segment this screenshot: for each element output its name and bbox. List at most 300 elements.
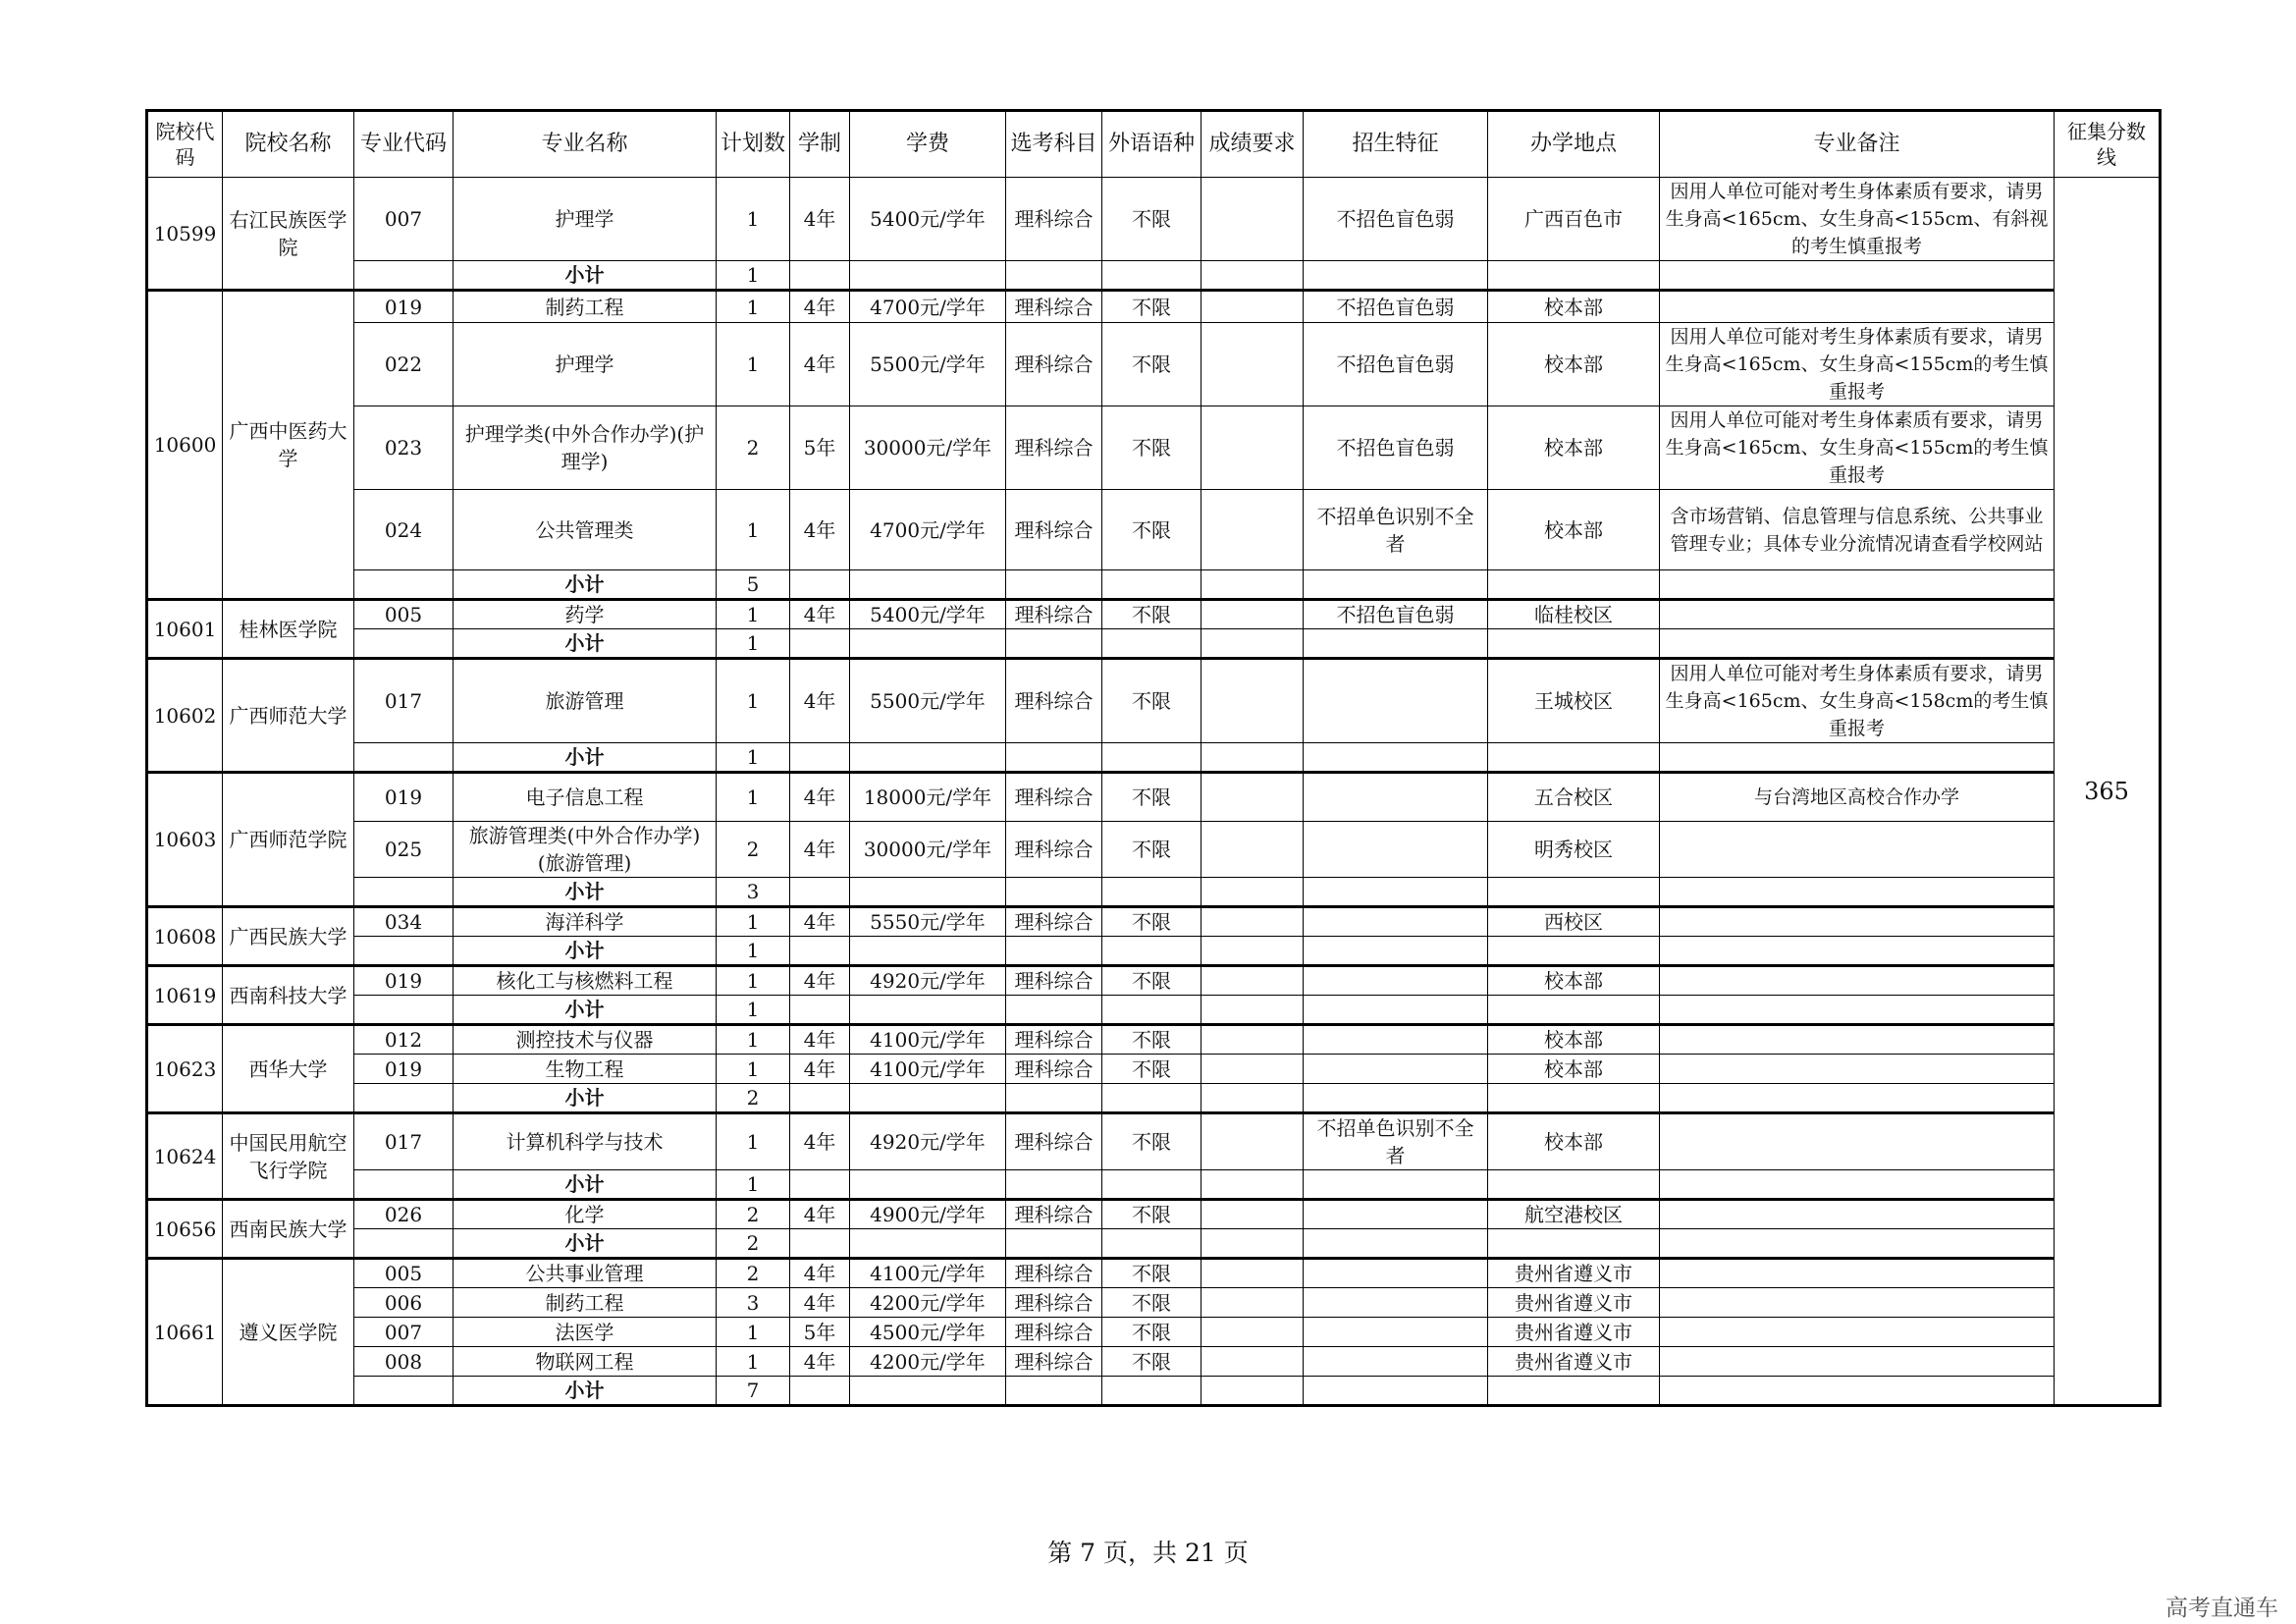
subtotal-label: 小计 bbox=[454, 1229, 717, 1259]
score-req bbox=[1201, 1259, 1304, 1288]
subject: 理科综合 bbox=[1006, 406, 1102, 490]
subtotal-row bbox=[147, 1084, 2161, 1113]
feature: 不招色盲色弱 bbox=[1304, 291, 1488, 323]
subtotal-empty bbox=[1201, 1229, 1304, 1259]
table-row bbox=[147, 178, 2161, 261]
table-row bbox=[147, 1288, 2161, 1318]
table-row bbox=[147, 600, 2161, 629]
subtotal-empty bbox=[354, 937, 454, 966]
years: 4年 bbox=[790, 178, 850, 261]
subtotal-empty bbox=[1102, 261, 1201, 291]
fee: 4920元/学年 bbox=[850, 1113, 1006, 1170]
subtotal-value: 1 bbox=[717, 743, 790, 773]
header-row bbox=[147, 111, 2161, 178]
subtotal-empty bbox=[1488, 1229, 1660, 1259]
note bbox=[1660, 1347, 2055, 1377]
language: 不限 bbox=[1102, 966, 1201, 996]
admissions-table bbox=[145, 109, 2162, 1407]
plan: 2 bbox=[717, 1200, 790, 1229]
subject: 理科综合 bbox=[1006, 659, 1102, 743]
language: 不限 bbox=[1102, 659, 1201, 743]
page-number: 第 7 页，共 21 页 bbox=[1047, 1539, 1249, 1567]
subject: 理科综合 bbox=[1006, 773, 1102, 822]
subtotal-empty bbox=[354, 629, 454, 659]
plan: 2 bbox=[717, 822, 790, 878]
major-code: 005 bbox=[354, 600, 454, 629]
major-name: 护理学 bbox=[454, 323, 717, 406]
score-req bbox=[1201, 1025, 1304, 1055]
years: 4年 bbox=[790, 966, 850, 996]
score-req bbox=[1201, 178, 1304, 261]
header-subject: 选考科目 bbox=[1006, 111, 1102, 178]
language: 不限 bbox=[1102, 490, 1201, 570]
score-req bbox=[1201, 907, 1304, 937]
feature: 不招色盲色弱 bbox=[1304, 600, 1488, 629]
table-row bbox=[147, 1025, 2161, 1055]
subtotal-label: 小计 bbox=[454, 629, 717, 659]
subtotal-empty bbox=[1102, 937, 1201, 966]
plan: 1 bbox=[717, 659, 790, 743]
location: 校本部 bbox=[1488, 1113, 1660, 1170]
header-note: 专业备注 bbox=[1660, 111, 2055, 178]
subtotal-empty bbox=[1304, 570, 1488, 600]
subject: 理科综合 bbox=[1006, 291, 1102, 323]
score-req bbox=[1201, 659, 1304, 743]
feature bbox=[1304, 1200, 1488, 1229]
subtotal-empty bbox=[850, 570, 1006, 600]
subtotal-empty bbox=[790, 878, 850, 907]
admission-sheet bbox=[145, 109, 2159, 1407]
school-name: 西南民族大学 bbox=[223, 1200, 354, 1259]
subtotal-empty bbox=[1102, 1170, 1201, 1200]
table-row bbox=[147, 773, 2161, 822]
table-row bbox=[147, 291, 2161, 323]
location: 贵州省遵义市 bbox=[1488, 1259, 1660, 1288]
major-name: 化学 bbox=[454, 1200, 717, 1229]
school-code: 10624 bbox=[147, 1113, 223, 1200]
header-location: 办学地点 bbox=[1488, 111, 1660, 178]
fee: 18000元/学年 bbox=[850, 773, 1006, 822]
fee: 5500元/学年 bbox=[850, 323, 1006, 406]
location: 校本部 bbox=[1488, 1055, 1660, 1084]
note bbox=[1660, 1200, 2055, 1229]
subject: 理科综合 bbox=[1006, 1347, 1102, 1377]
major-code: 026 bbox=[354, 1200, 454, 1229]
subtotal-empty bbox=[1006, 629, 1102, 659]
subtotal-empty bbox=[1102, 996, 1201, 1025]
table-row bbox=[147, 1347, 2161, 1377]
school-code: 10600 bbox=[147, 291, 223, 600]
years: 5年 bbox=[790, 406, 850, 490]
subtotal-empty bbox=[1201, 878, 1304, 907]
subtotal-empty bbox=[1304, 937, 1488, 966]
subtotal-label: 小计 bbox=[454, 878, 717, 907]
subtotal-empty bbox=[1006, 1377, 1102, 1406]
note bbox=[1660, 1288, 2055, 1318]
subject: 理科综合 bbox=[1006, 966, 1102, 996]
subtotal-empty bbox=[1304, 996, 1488, 1025]
subtotal-empty bbox=[850, 743, 1006, 773]
feature bbox=[1304, 1259, 1488, 1288]
header-score-req: 成绩要求 bbox=[1201, 111, 1304, 178]
header-major-name: 专业名称 bbox=[454, 111, 717, 178]
subtotal-empty bbox=[1660, 743, 2055, 773]
years: 4年 bbox=[790, 1200, 850, 1229]
language: 不限 bbox=[1102, 178, 1201, 261]
feature bbox=[1304, 1025, 1488, 1055]
major-name: 核化工与核燃料工程 bbox=[454, 966, 717, 996]
subtotal-empty bbox=[790, 996, 850, 1025]
subtotal-row bbox=[147, 629, 2161, 659]
subtotal-empty bbox=[1304, 1229, 1488, 1259]
years: 4年 bbox=[790, 822, 850, 878]
score-req bbox=[1201, 822, 1304, 878]
school-code: 10603 bbox=[147, 773, 223, 907]
fee: 30000元/学年 bbox=[850, 406, 1006, 490]
subtotal-empty bbox=[354, 1377, 454, 1406]
location: 校本部 bbox=[1488, 323, 1660, 406]
subtotal-empty bbox=[1201, 937, 1304, 966]
major-code: 017 bbox=[354, 1113, 454, 1170]
location: 贵州省遵义市 bbox=[1488, 1288, 1660, 1318]
language: 不限 bbox=[1102, 822, 1201, 878]
plan: 1 bbox=[717, 1318, 790, 1347]
subtotal-value: 7 bbox=[717, 1377, 790, 1406]
years: 4年 bbox=[790, 1025, 850, 1055]
note: 因用人单位可能对考生身体素质有要求，请男生身高<165cm、女生身高<155cm、有斜视的考生慎重报考 bbox=[1660, 178, 2055, 261]
header-cutoff: 征集分数线 bbox=[2055, 111, 2161, 178]
subtotal-empty bbox=[1488, 743, 1660, 773]
subtotal-empty bbox=[1201, 570, 1304, 600]
school-code: 10619 bbox=[147, 966, 223, 1025]
subtotal-row bbox=[147, 1229, 2161, 1259]
subtotal-empty bbox=[1006, 1229, 1102, 1259]
subtotal-empty bbox=[1660, 1377, 2055, 1406]
location: 校本部 bbox=[1488, 490, 1660, 570]
school-name: 西华大学 bbox=[223, 1025, 354, 1113]
table-row bbox=[147, 907, 2161, 937]
subtotal-empty bbox=[354, 996, 454, 1025]
subtotal-empty bbox=[1660, 629, 2055, 659]
major-name: 测控技术与仪器 bbox=[454, 1025, 717, 1055]
subtotal-empty bbox=[1201, 629, 1304, 659]
header-fee: 学费 bbox=[850, 111, 1006, 178]
note: 因用人单位可能对考生身体素质有要求，请男生身高<165cm、女生身高<155cm的考生慎重报考 bbox=[1660, 323, 2055, 406]
fee: 4700元/学年 bbox=[850, 490, 1006, 570]
fee: 5550元/学年 bbox=[850, 907, 1006, 937]
fee: 4100元/学年 bbox=[850, 1259, 1006, 1288]
location: 广西百色市 bbox=[1488, 178, 1660, 261]
header-school-name: 院校名称 bbox=[223, 111, 354, 178]
years: 4年 bbox=[790, 659, 850, 743]
school-name: 西南科技大学 bbox=[223, 966, 354, 1025]
plan: 1 bbox=[717, 178, 790, 261]
note bbox=[1660, 600, 2055, 629]
location: 贵州省遵义市 bbox=[1488, 1347, 1660, 1377]
subtotal-empty bbox=[1304, 261, 1488, 291]
major-name: 海洋科学 bbox=[454, 907, 717, 937]
feature: 不招单色识别不全者 bbox=[1304, 490, 1488, 570]
subtotal-row bbox=[147, 937, 2161, 966]
subtotal-label: 小计 bbox=[454, 937, 717, 966]
subtotal-row bbox=[147, 996, 2161, 1025]
subtotal-empty bbox=[790, 261, 850, 291]
subtotal-empty bbox=[1488, 878, 1660, 907]
school-name: 右江民族医学院 bbox=[223, 178, 354, 291]
years: 4年 bbox=[790, 490, 850, 570]
subtotal-empty bbox=[1304, 629, 1488, 659]
location: 临桂校区 bbox=[1488, 600, 1660, 629]
subtotal-row bbox=[147, 1377, 2161, 1406]
location: 校本部 bbox=[1488, 291, 1660, 323]
plan: 1 bbox=[717, 323, 790, 406]
subtotal-empty bbox=[1304, 1084, 1488, 1113]
subtotal-empty bbox=[790, 743, 850, 773]
school-name: 广西民族大学 bbox=[223, 907, 354, 966]
school-code: 10656 bbox=[147, 1200, 223, 1259]
feature bbox=[1304, 1055, 1488, 1084]
subtotal-value: 3 bbox=[717, 878, 790, 907]
fee: 4200元/学年 bbox=[850, 1288, 1006, 1318]
subtotal-empty bbox=[1006, 1170, 1102, 1200]
note: 含市场营销、信息管理与信息系统、公共事业管理专业；具体专业分流情况请查看学校网站 bbox=[1660, 490, 2055, 570]
major-name: 生物工程 bbox=[454, 1055, 717, 1084]
note bbox=[1660, 1318, 2055, 1347]
subtotal-label: 小计 bbox=[454, 1084, 717, 1113]
major-code: 025 bbox=[354, 822, 454, 878]
major-name: 护理学 bbox=[454, 178, 717, 261]
subject: 理科综合 bbox=[1006, 323, 1102, 406]
subtotal-empty bbox=[1304, 743, 1488, 773]
subject: 理科综合 bbox=[1006, 1288, 1102, 1318]
note: 因用人单位可能对考生身体素质有要求，请男生身高<165cm、女生身高<158cm的考生慎重报考 bbox=[1660, 659, 2055, 743]
table-row bbox=[147, 1200, 2161, 1229]
subtotal-row bbox=[147, 570, 2161, 600]
score-req bbox=[1201, 323, 1304, 406]
fee: 4100元/学年 bbox=[850, 1055, 1006, 1084]
subtotal-label: 小计 bbox=[454, 261, 717, 291]
subtotal-value: 2 bbox=[717, 1084, 790, 1113]
subtotal-row bbox=[147, 1170, 2161, 1200]
feature: 不招单色识别不全者 bbox=[1304, 1113, 1488, 1170]
major-name: 制药工程 bbox=[454, 291, 717, 323]
table-row bbox=[147, 966, 2161, 996]
subtotal-empty bbox=[354, 261, 454, 291]
years: 4年 bbox=[790, 1055, 850, 1084]
score-req bbox=[1201, 1200, 1304, 1229]
subtotal-empty bbox=[354, 1170, 454, 1200]
subtotal-empty bbox=[1660, 1084, 2055, 1113]
subtotal-empty bbox=[850, 996, 1006, 1025]
years: 4年 bbox=[790, 1113, 850, 1170]
subtotal-row bbox=[147, 743, 2161, 773]
major-code: 005 bbox=[354, 1259, 454, 1288]
subtotal-empty bbox=[1102, 743, 1201, 773]
header-language: 外语语种 bbox=[1102, 111, 1201, 178]
major-name: 旅游管理 bbox=[454, 659, 717, 743]
major-code: 019 bbox=[354, 1055, 454, 1084]
subtotal-label: 小计 bbox=[454, 1170, 717, 1200]
location: 明秀校区 bbox=[1488, 822, 1660, 878]
major-code: 019 bbox=[354, 291, 454, 323]
subtotal-empty bbox=[850, 629, 1006, 659]
years: 4年 bbox=[790, 1288, 850, 1318]
subtotal-row bbox=[147, 261, 2161, 291]
table-row bbox=[147, 1318, 2161, 1347]
table-row bbox=[147, 490, 2161, 570]
subtotal-empty bbox=[1201, 1170, 1304, 1200]
feature bbox=[1304, 773, 1488, 822]
subtotal-empty bbox=[790, 629, 850, 659]
subtotal-value: 1 bbox=[717, 937, 790, 966]
subtotal-empty bbox=[790, 570, 850, 600]
subtotal-empty bbox=[1488, 261, 1660, 291]
subtotal-empty bbox=[850, 1170, 1006, 1200]
plan: 3 bbox=[717, 1288, 790, 1318]
subtotal-empty bbox=[850, 937, 1006, 966]
plan: 1 bbox=[717, 773, 790, 822]
major-code: 008 bbox=[354, 1347, 454, 1377]
subtotal-empty bbox=[1006, 1084, 1102, 1113]
subtotal-empty bbox=[1201, 743, 1304, 773]
subtotal-empty bbox=[1488, 570, 1660, 600]
fee: 4500元/学年 bbox=[850, 1318, 1006, 1347]
header-major-code: 专业代码 bbox=[354, 111, 454, 178]
score-req bbox=[1201, 1055, 1304, 1084]
years: 4年 bbox=[790, 1259, 850, 1288]
fee: 5500元/学年 bbox=[850, 659, 1006, 743]
plan: 1 bbox=[717, 1347, 790, 1377]
note bbox=[1660, 1259, 2055, 1288]
subtotal-empty bbox=[1304, 1377, 1488, 1406]
subtotal-empty bbox=[1488, 1170, 1660, 1200]
subtotal-label: 小计 bbox=[454, 570, 717, 600]
feature bbox=[1304, 907, 1488, 937]
major-code: 022 bbox=[354, 323, 454, 406]
fee: 4200元/学年 bbox=[850, 1347, 1006, 1377]
subtotal-row bbox=[147, 878, 2161, 907]
language: 不限 bbox=[1102, 1259, 1201, 1288]
location: 贵州省遵义市 bbox=[1488, 1318, 1660, 1347]
major-name: 法医学 bbox=[454, 1318, 717, 1347]
subtotal-empty bbox=[1660, 1170, 2055, 1200]
feature: 不招色盲色弱 bbox=[1304, 323, 1488, 406]
language: 不限 bbox=[1102, 406, 1201, 490]
subject: 理科综合 bbox=[1006, 1200, 1102, 1229]
plan: 1 bbox=[717, 966, 790, 996]
note bbox=[1660, 966, 2055, 996]
subject: 理科综合 bbox=[1006, 490, 1102, 570]
score-req bbox=[1201, 1113, 1304, 1170]
subtotal-empty bbox=[354, 570, 454, 600]
note bbox=[1660, 1025, 2055, 1055]
subject: 理科综合 bbox=[1006, 1318, 1102, 1347]
subtotal-value: 1 bbox=[717, 996, 790, 1025]
subtotal-empty bbox=[354, 1229, 454, 1259]
subtotal-empty bbox=[1102, 1084, 1201, 1113]
subtotal-empty bbox=[1488, 1377, 1660, 1406]
header-feature: 招生特征 bbox=[1304, 111, 1488, 178]
feature: 不招色盲色弱 bbox=[1304, 406, 1488, 490]
header-plan: 计划数 bbox=[717, 111, 790, 178]
major-code: 012 bbox=[354, 1025, 454, 1055]
school-code: 10602 bbox=[147, 659, 223, 773]
feature: 不招色盲色弱 bbox=[1304, 178, 1488, 261]
feature bbox=[1304, 1347, 1488, 1377]
table-row bbox=[147, 659, 2161, 743]
school-code: 10601 bbox=[147, 600, 223, 659]
school-name: 广西师范大学 bbox=[223, 659, 354, 773]
table-row bbox=[147, 1055, 2161, 1084]
score-req bbox=[1201, 490, 1304, 570]
subtotal-value: 1 bbox=[717, 1170, 790, 1200]
language: 不限 bbox=[1102, 600, 1201, 629]
fee: 5400元/学年 bbox=[850, 600, 1006, 629]
feature bbox=[1304, 659, 1488, 743]
subtotal-empty bbox=[850, 1084, 1006, 1113]
school-name: 桂林医学院 bbox=[223, 600, 354, 659]
fee: 4900元/学年 bbox=[850, 1200, 1006, 1229]
subtotal-empty bbox=[1201, 1377, 1304, 1406]
years: 4年 bbox=[790, 1347, 850, 1377]
plan: 1 bbox=[717, 907, 790, 937]
fee: 4100元/学年 bbox=[850, 1025, 1006, 1055]
note bbox=[1660, 1055, 2055, 1084]
subtotal-empty bbox=[1201, 996, 1304, 1025]
subject: 理科综合 bbox=[1006, 178, 1102, 261]
subtotal-label: 小计 bbox=[454, 1377, 717, 1406]
location: 西校区 bbox=[1488, 907, 1660, 937]
major-name: 电子信息工程 bbox=[454, 773, 717, 822]
school-code: 10608 bbox=[147, 907, 223, 966]
language: 不限 bbox=[1102, 1288, 1201, 1318]
note bbox=[1660, 907, 2055, 937]
subtotal-label: 小计 bbox=[454, 743, 717, 773]
score-req bbox=[1201, 291, 1304, 323]
subtotal-empty bbox=[354, 1084, 454, 1113]
plan: 1 bbox=[717, 291, 790, 323]
note: 因用人单位可能对考生身体素质有要求，请男生身高<165cm、女生身高<155cm的考生慎重报考 bbox=[1660, 406, 2055, 490]
subtotal-empty bbox=[1488, 996, 1660, 1025]
school-code: 10623 bbox=[147, 1025, 223, 1113]
language: 不限 bbox=[1102, 773, 1201, 822]
subtotal-value: 1 bbox=[717, 629, 790, 659]
table-row bbox=[147, 1113, 2161, 1170]
major-code: 006 bbox=[354, 1288, 454, 1318]
school-code: 10661 bbox=[147, 1259, 223, 1406]
fee: 4700元/学年 bbox=[850, 291, 1006, 323]
fee: 30000元/学年 bbox=[850, 822, 1006, 878]
subtotal-empty bbox=[1006, 743, 1102, 773]
feature bbox=[1304, 822, 1488, 878]
major-name: 护理学类(中外合作办学)(护理学) bbox=[454, 406, 717, 490]
feature bbox=[1304, 1288, 1488, 1318]
feature bbox=[1304, 966, 1488, 996]
subtotal-label: 小计 bbox=[454, 996, 717, 1025]
fee: 5400元/学年 bbox=[850, 178, 1006, 261]
language: 不限 bbox=[1102, 1025, 1201, 1055]
major-name: 物联网工程 bbox=[454, 1347, 717, 1377]
major-name: 药学 bbox=[454, 600, 717, 629]
subtotal-empty bbox=[1006, 937, 1102, 966]
score-req bbox=[1201, 600, 1304, 629]
subtotal-empty bbox=[1660, 878, 2055, 907]
plan: 1 bbox=[717, 1025, 790, 1055]
major-code: 007 bbox=[354, 178, 454, 261]
subject: 理科综合 bbox=[1006, 600, 1102, 629]
subtotal-empty bbox=[1102, 878, 1201, 907]
subtotal-empty bbox=[790, 1084, 850, 1113]
